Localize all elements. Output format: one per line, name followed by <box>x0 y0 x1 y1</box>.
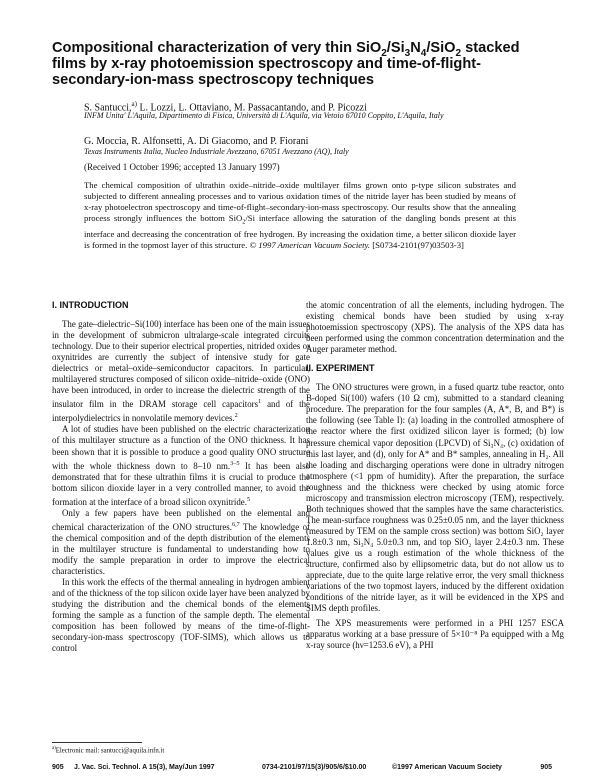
footer-copyright: ©1997 American Vacuum Society <box>392 764 502 771</box>
section-heading-experiment: II. EXPERIMENT <box>306 363 375 374</box>
paper-title <box>52 40 552 88</box>
citation[interactable]: 3–5 <box>230 459 240 467</box>
affiliation-2: Texas Instruments Italia, Nucleo Industriale Avezzano, 67051 Avezzano (AQ), Italy <box>84 147 349 156</box>
title-text: Compositional characterization of very thin SiO <box>52 40 382 56</box>
title-text: /Si <box>386 40 405 56</box>
article-code: [S0734-2101(97)03503-3] <box>372 240 464 251</box>
article-price-code: 0734-2101/97/15(3)/905/6/$10.00 <box>262 764 367 771</box>
paragraph-text: The knowledge of the chemical composition and of the depth distribution of the elements in the multilayer structure is fundamental to understanding how to modify the sample preparation in order to improve the electrical characteristics. <box>52 521 310 576</box>
paragraph: The ONO structures were grown, in a fused quartz tube reactor, onto B-doped Si(100) wafers (10 Ω cm), submitted to a standard cleaning procedure. The preparation for the four samples (A, A*, B, and B*) is the following (see Table I): (a) loading in the controlled atmosphere of the reactor where the first oxidized silicon layer is formed; (b) low pressure chemical vapor deposition (LPCVD) of Si₃N₄, (c) oxidation of this last layer, and (d), only for A* and B* samples, annealing in H₂. All the loading and discharging operations were done in ultradry nitrogen atmosphere (<1 ppm of humidity). After the preparation, the surface roughness and the thickness were checked by using atomic force microscopy and transmission electron microscopy (TEM), respectively. Both techniques showed that the samples have the same characteristics. The mean-surface roughness was 0.25±0.05 nm, and the layer thickness (measured by TEM on the sample cross section) was bottom SiO₂ layer 1.8±0.3 nm, Si₃N₄ 5.0±0.3 nm, and top SiO₂ layer 2.4±0.3 nm. These values give us a rough estimation of the whole thickness of the structure, confirmed also by ellipsometric data, but do not allow us to appreciate, due to the quite large relative error, the very small thickness variations of the two topmost layers, induced by the different oxidation conditions of the nitride layer, as it will be evidenced in the XPS and SIMS depth profiles. <box>306 382 564 614</box>
citation[interactable]: 6,7 <box>231 520 240 528</box>
abstract-text: The chemical composition of ultrathin oxide–nitride–oxide multilayer films grown onto p-type silicon substrates and subjected to different annealing processes and to various oxidation times of the nitride layer has been studied by means of x-ray photoelectron spectroscopy and time-of-flight–secondary-ion-mass spectroscopy. Our results show that the annealing process strongly influences the bottom SiO <box>84 180 516 224</box>
affiliation-1: INFM Unita' L'Aquila, Dipartimento di Fisica, Università di L'Aquila, via Vetoio 67010 Coppito, L'Aquila, Italy <box>84 111 444 120</box>
left-column <box>52 300 310 654</box>
copyright-notice: © 1997 American Vacuum Society. <box>249 240 371 251</box>
page-number-right: 905 <box>540 764 552 771</box>
paragraph-text: and of the interpolydielectrics in nonvolatile memory devices. <box>52 399 310 424</box>
author-name: S. Santucci, <box>84 102 132 114</box>
footnote-mark: a) <box>52 746 56 751</box>
received-date: (Received 1 October 1996; accepted 13 January 1997) <box>84 162 280 172</box>
author-list-2: G. Moccia, R. Alfonsetti, A. Di Giacomo, and P. Fiorani <box>84 136 309 147</box>
abstract <box>84 180 516 251</box>
title-subscript: 3 <box>404 47 411 59</box>
section-heading-introduction: I. INTRODUCTION <box>52 300 129 310</box>
paragraph-text: A lot of studies have been published on the electric characterization of this multilayer structure as a function of the ONO thickness. It has been shown that it is possible to produce a good quality ONO structure with the whole thickness down to 8–10 nm. <box>52 424 310 471</box>
paragraph-text: The gate–dielectric–Si(100) interface has been one of the main issues in the development of submicron ultralarge-scale integrated circuits technology. Due to their superior electrical properties, nitrided oxides or oxynitrides are currently the subject of intensive study for gate dielectrics or metal–oxide–semiconductor capacitors. In particular, multilayered structures composed of silicon oxide–nitride–oxide (ONO) have been introduced, in order to increase the dielectric strength of the insulator film in the DRAM storage cell capacitors <box>52 319 310 410</box>
title-subscript: 2 <box>455 47 462 59</box>
footnote <box>52 746 164 754</box>
journal-citation: J. Vac. Sci. Technol. A 15(3), May/Jun 1997 <box>74 764 215 771</box>
paragraph-text: It has been also demonstrated that for these ultrathin films it is crucial to produce the bottom silicon dioxide layer in a very controlled manner, to avoid the formation at the interface of a broad silicon oxynitride. <box>52 460 310 507</box>
footnote-divider <box>52 742 142 743</box>
title-subscript: 4 <box>420 47 427 59</box>
page-number-left: 905 <box>52 764 64 771</box>
paragraph: The XPS measurements were performed in a PHI 1257 ESCA apparatus working at a base pressure of 5×10⁻⁸ Pa equipped with a Mg x-ray source (hν=1253.6 eV), a PHI <box>306 618 564 651</box>
paragraph <box>52 424 310 507</box>
title-text: stacked films by x-ray photoemission spectroscopy and time-of-flight-secondary-ion-mass spectroscopy techniques <box>52 40 520 88</box>
citation[interactable]: 2 <box>234 412 238 420</box>
footnote-mark: a) <box>131 100 137 108</box>
paragraph: the atomic concentration of all the elements, including hydrogen. The existing chemical bonds have been studied by using x-ray photoemission spectroscopy (XPS). The analysis of the XPS data has been performed using the common concentration determination and the Auger parameter method. <box>306 300 564 355</box>
paragraph: In this work the effects of the thermal annealing in hydrogen ambient and of the thickness of the top silicon oxide layer have been analyzed by studying the distribution and the chemical bonds of the elements forming the sample as a function of the sample depth. The elemental composition has been followed by means of the time-of-flight-secondary-ion-mass spectroscopy (TOF-SIMS), which allows us to control <box>52 576 310 654</box>
page-footer <box>52 764 552 774</box>
abstract-subscript: 2 <box>242 220 246 227</box>
abstract-text: /Si interface allowing the saturation of the dangling bonds present at this interface and decreasing the concentration of free hydrogen. By increasing the oxidation time, a better silicon dioxide layer is formed in the topmost layer of this structure. <box>84 213 516 251</box>
paragraph-text: Only a few papers have been published on the elemental and chemical characterization of the ONO structures. <box>52 507 310 532</box>
author-names: L. Lozzi, L. Ottaviano, M. Passacantando, and P. Picozzi <box>136 102 367 114</box>
footnote-email[interactable]: Electronic mail: santucci@aquila.infn.it <box>55 747 165 755</box>
citation[interactable]: 5 <box>246 495 251 503</box>
right-column <box>306 300 564 651</box>
title-text: /SiO <box>426 40 456 56</box>
paragraph <box>52 319 310 424</box>
paragraph <box>52 508 310 577</box>
title-text: N <box>410 40 421 56</box>
citation[interactable]: 1 <box>258 398 262 406</box>
title-subscript: 2 <box>381 47 387 59</box>
